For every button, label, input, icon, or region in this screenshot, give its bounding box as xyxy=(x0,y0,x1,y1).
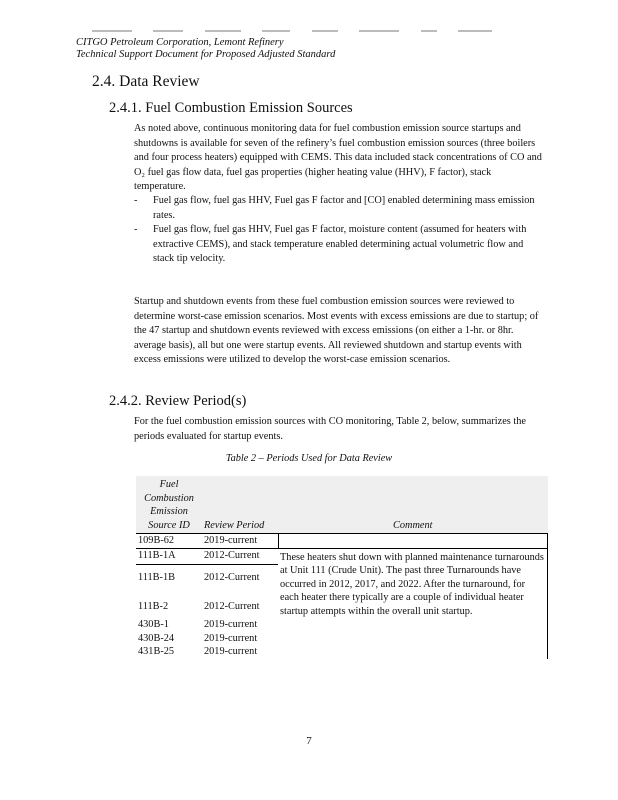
bullet-dash-icon: - xyxy=(134,224,138,235)
paragraph-startup-shutdown xyxy=(134,295,544,368)
list-item-text: Fuel gas flow, fuel gas HHV, Fuel gas F factor and [CO] enabled determining mass emission rates. xyxy=(153,195,535,221)
table-row xyxy=(136,632,548,646)
section-heading: 2.4. Data Review xyxy=(92,73,200,90)
paragraph-text: As noted above, continuous monitoring data for fuel combustion emission source startups and shutdowns is available for seven of the refinery’s fuel combustion emission sources (three boilers and four process heaters) equipped with CEMS. This data included stack concentrations of CO and O₂ fuel gas flow data, fuel gas properties (higher heating value (HHV), F factor), stack temperature. xyxy=(134,123,542,192)
list-item xyxy=(134,223,544,267)
column-header-review-period: Review Period xyxy=(202,476,278,534)
paragraph-monitoring-data xyxy=(134,122,544,195)
faint-header-marks xyxy=(92,30,492,34)
review-period-cell: 2019-current xyxy=(202,534,278,549)
header-company: CITGO Petroleum Corporation, Lemont Refinery xyxy=(76,37,284,48)
source-id-cell: 431B-25 xyxy=(138,646,175,657)
review-periods-table xyxy=(136,476,548,659)
empty-cell xyxy=(278,618,548,632)
table-header-row xyxy=(136,476,548,534)
column-header-comment: Comment xyxy=(278,476,548,534)
empty-cell xyxy=(278,534,548,549)
review-period-cell: 2019-current xyxy=(204,619,258,630)
review-period-cell: 2019-current xyxy=(204,632,258,644)
bullet-dash-icon: - xyxy=(134,195,138,206)
subsection-heading-review-periods: 2.4.2. Review Period(s) xyxy=(109,393,247,409)
page-number: 7 xyxy=(306,735,312,747)
source-id-cell: 430B-24 xyxy=(138,632,175,644)
paragraph-review-periods xyxy=(134,415,544,444)
table-row xyxy=(136,645,548,659)
review-period-cell: 2012-Current xyxy=(202,548,278,564)
empty-cell xyxy=(278,645,548,659)
paragraph-text: For the fuel combustion emission sources with CO monitoring, Table 2, below, summarizes the periods evaluated for startup events. xyxy=(134,416,526,442)
source-id-cell: 430B-1 xyxy=(138,619,169,630)
subsection-heading-fuel-combustion: 2.4.1. Fuel Combustion Emission Sources xyxy=(109,100,353,116)
table-row xyxy=(136,548,548,564)
bullet-list xyxy=(134,194,544,267)
empty-cell xyxy=(278,632,548,646)
source-id-cell: 111B-2 xyxy=(138,601,169,613)
table-caption: Table 2 – Periods Used for Data Review xyxy=(225,453,393,464)
source-id-cell: 111B-1B xyxy=(136,564,202,598)
list-item xyxy=(134,194,544,223)
column-header-source-id: Fuel Combustion Emission Source ID xyxy=(136,476,202,534)
paragraph-text: Startup and shutdown events from these fuel combustion emission sources were reviewed to determine worst-case emission scenarios. Most events with excess emissions are due to startup; of the 47 startup and shutdown events reviewed with excess emissions (on either a 1-hr. or 8hr. average basis), all but one were startup events. All reviewed shutdown and startup events with excess emissions were utilized to develop the worst-case emission scenarios. xyxy=(134,296,539,365)
table-row xyxy=(136,618,548,632)
review-period-cell: 2019-current xyxy=(204,646,258,657)
source-id-cell: 109B-62 xyxy=(136,534,202,549)
comment-cell: These heaters shut down with planned maintenance turnarounds at Unit 111 (Crude Unit). The past three Turnarounds have occurred in 2012, 2017, and 2022. After the turnaround, for each heater there typically are a couple of individual heater startup attempts within the overall unit startup. xyxy=(278,548,548,618)
review-period-cell: 2012-Current xyxy=(202,564,278,598)
source-id-cell: 111B-1A xyxy=(136,548,202,564)
table-row xyxy=(136,534,548,549)
header-document-title: Technical Support Document for Proposed Adjusted Standard xyxy=(76,49,336,60)
list-item-text: Fuel gas flow, fuel gas HHV, Fuel gas F factor, moisture content (assumed for heaters with extractive CEMS), and stack temperature enabled determining actual volumetric flow and stack tip velocity. xyxy=(153,224,527,264)
review-period-cell: 2012-Current xyxy=(204,601,260,613)
